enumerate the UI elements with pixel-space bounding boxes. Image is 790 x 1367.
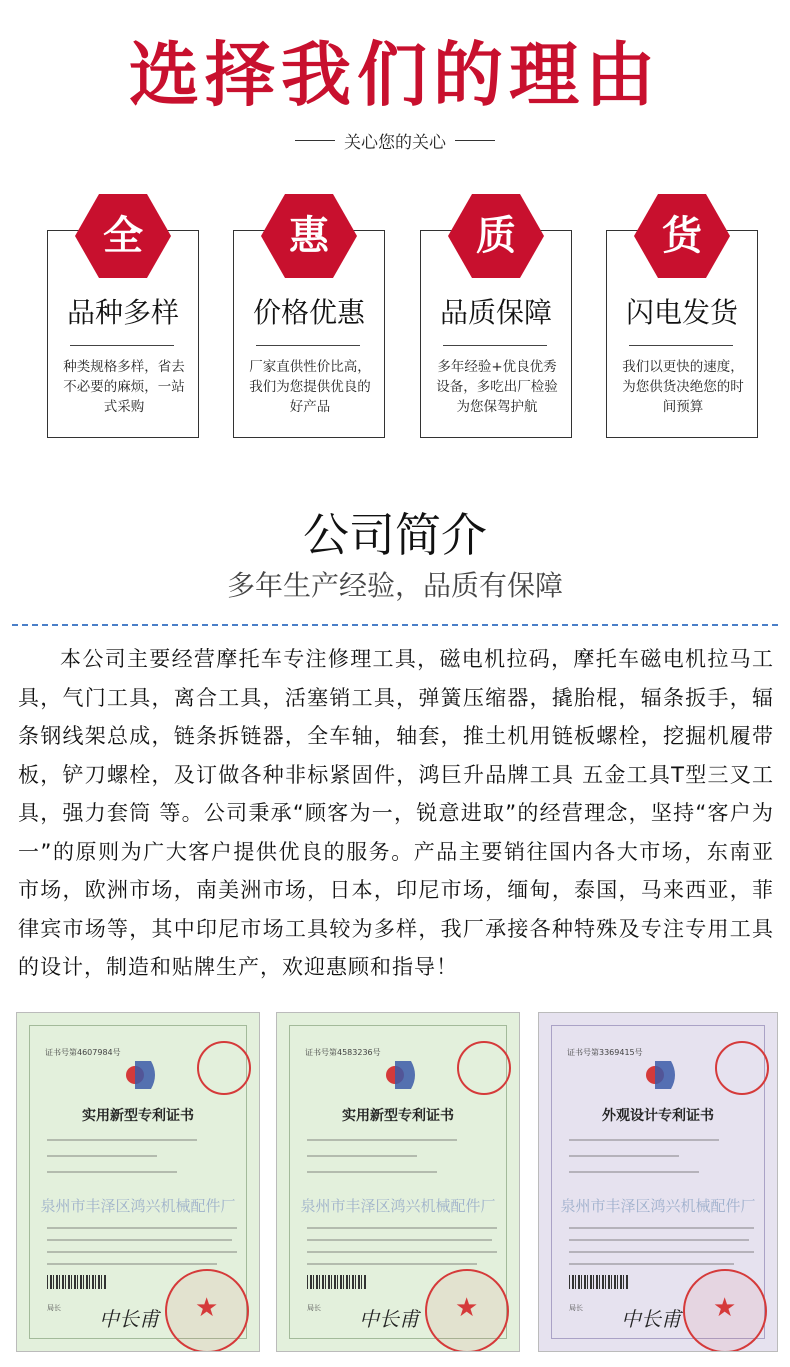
text-line (307, 1171, 437, 1173)
text-line (569, 1139, 719, 1141)
feature-title: 品质保障 (439, 296, 552, 329)
divider-left (295, 140, 335, 141)
feature-description: 我们以更快的速度，为您供货决绝您的时间预算 (622, 359, 744, 415)
feature-divider (629, 345, 733, 346)
director-signature: 中长甫 (621, 1307, 681, 1331)
feature-description: 厂家直供性价比高，我们为您提供优良的好产品 (249, 359, 371, 415)
text-line (307, 1239, 492, 1241)
red-seal-small (457, 1041, 511, 1095)
feature-title: 品种多样 (66, 296, 179, 329)
feature-divider (70, 345, 174, 346)
text-line (307, 1139, 457, 1141)
feature-description: 多年经验+优良优秀设备，多吃出厂检验为您保驾护航 (436, 359, 558, 415)
dashed-divider (12, 624, 778, 626)
watermark-text: 泉州市丰泽区鸿兴机械配件厂 (560, 1197, 756, 1215)
star-icon: ★ (195, 1293, 219, 1323)
intro-title: 公司简介 (303, 508, 487, 562)
text-line (47, 1155, 157, 1157)
intro-subtitle: 多年生产经验，品质有保障 (226, 569, 563, 602)
red-seal-small (197, 1041, 251, 1095)
text-line (569, 1263, 734, 1265)
watermark-text: 泉州市丰泽区鸿兴机械配件厂 (40, 1197, 236, 1215)
director-signature: 中长甫 (99, 1307, 159, 1331)
page-subtitle (0, 128, 790, 156)
divider-right (455, 140, 495, 141)
text-line (307, 1227, 497, 1229)
certificate-number: 证书号第4583236号 (305, 1048, 381, 1057)
signature-label: 局长 (307, 1304, 321, 1312)
signature-label: 局长 (47, 1304, 61, 1312)
badge-character: 全 (103, 213, 143, 259)
feature-divider (443, 345, 547, 346)
certificate-number: 证书号第4607984号 (45, 1048, 121, 1057)
feature-divider (256, 345, 360, 346)
badge-character: 货 (662, 213, 702, 259)
hexagon-badge-zhi (448, 194, 544, 278)
feature-description: 种类规格多样，省去不必要的麻烦，一站式采购 (63, 359, 185, 415)
subtitle-text: 关心您的关心 (344, 133, 446, 153)
text-line (47, 1239, 232, 1241)
text-line (47, 1251, 237, 1253)
text-line (307, 1263, 477, 1265)
design-patent-certificate (538, 1012, 778, 1352)
hexagon-badge-quan (75, 194, 171, 278)
text-line (47, 1139, 197, 1141)
signature-label: 局长 (569, 1304, 583, 1312)
certificate-title: 实用新型专利证书 (82, 1108, 194, 1124)
patent-office-logo-icon (381, 1055, 421, 1099)
barcode (569, 1275, 629, 1289)
watermark-text: 泉州市丰泽区鸿兴机械配件厂 (300, 1197, 496, 1215)
certificate-title: 外观设计专利证书 (602, 1108, 714, 1124)
star-icon: ★ (455, 1293, 479, 1323)
text-line (569, 1155, 679, 1157)
text-line (569, 1239, 749, 1241)
certificate-number: 证书号第3369415号 (567, 1048, 643, 1057)
text-line (569, 1171, 699, 1173)
text-line (569, 1227, 754, 1229)
badge-character: 质 (476, 213, 516, 259)
star-icon: ★ (713, 1293, 737, 1323)
director-signature: 中长甫 (359, 1307, 419, 1331)
text-line (307, 1155, 417, 1157)
barcode (47, 1275, 107, 1289)
patent-certificate-1 (16, 1012, 260, 1352)
hexagon-badge-huo (634, 194, 730, 278)
hexagon-badge-hui (261, 194, 357, 278)
text-line (47, 1227, 237, 1229)
text-line (47, 1171, 177, 1173)
red-seal-small (715, 1041, 769, 1095)
barcode (307, 1275, 367, 1289)
patent-certificate-2 (276, 1012, 520, 1352)
text-line (307, 1251, 497, 1253)
feature-title: 闪电发货 (625, 296, 738, 329)
text-line (47, 1263, 217, 1265)
badge-character: 惠 (289, 213, 329, 259)
certificate-title: 实用新型专利证书 (342, 1108, 454, 1124)
patent-office-logo-icon (121, 1055, 161, 1099)
feature-title: 价格优惠 (252, 296, 365, 329)
intro-paragraph: 本公司主要经营摩托车专注修理工具，磁电机拉码，摩托车磁电机拉马工具，气门工具，离合工具，活塞销工具，弹簧压缩器，撬胎棍，辐条扳手，辐条钢线架总成，链条拆链器，全车轴，轴套，推土机用链板螺栓，挖掘机履带板，铲刀螺栓，及订做各种非标紧固件，鸿巨升品牌工具 五金工具T型三叉工具，强力套筒 等。公司秉承“顾客为一，锐意进取”的经营理念，坚持“客户为一”的原则为广大客户提供优良的服务。产品主要销往国内各大市场，东南亚市场，欧洲市场，南美洲市场，日本，印尼市场，缅甸，泰国，马来西亚，菲律宾市场等，其中印尼市场工具较为多样，我厂承接各种特殊及专注专用工具的设计，制造和贴牌生产，欢迎惠顾和指导！ (18, 647, 774, 979)
page-title: 选择我们的理由 (129, 34, 661, 116)
text-line (569, 1251, 754, 1253)
patent-office-logo-icon (641, 1055, 681, 1099)
